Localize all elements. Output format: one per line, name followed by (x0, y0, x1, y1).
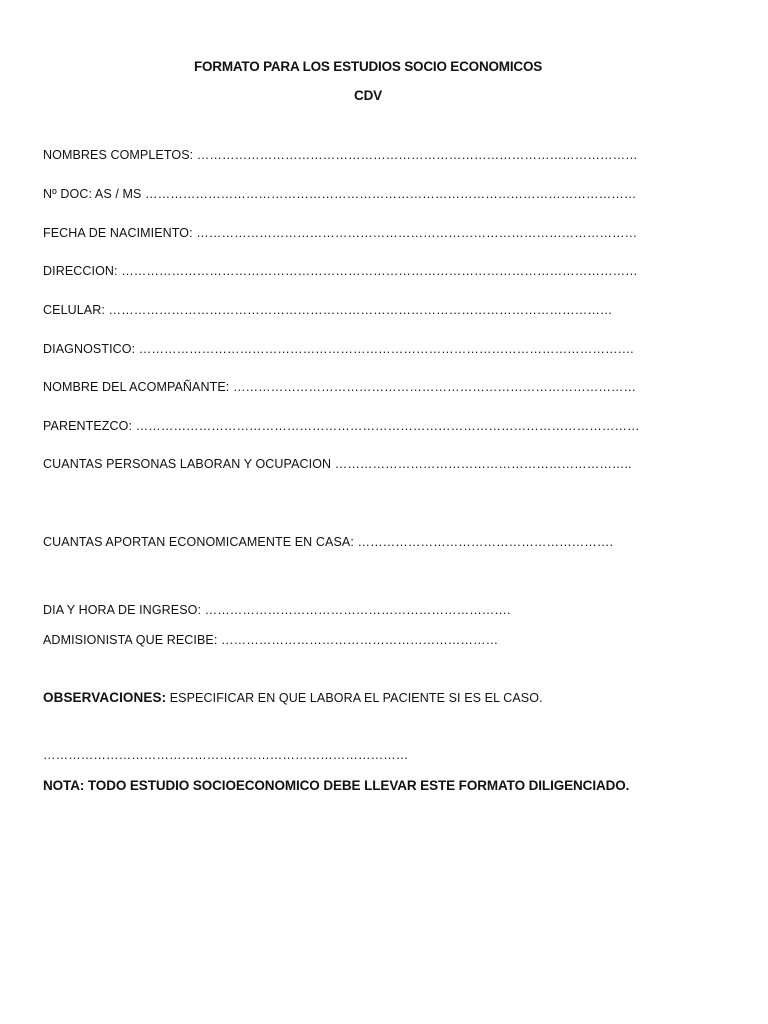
field-admisionista (43, 633, 498, 647)
field-label: CUANTAS PERSONAS LABORAN Y OCUPACION (43, 457, 335, 471)
field-direccion (43, 264, 638, 278)
field-parentezco (43, 419, 640, 433)
page-subtitle: CDV (354, 88, 382, 103)
field-dia-hora-ingreso (43, 603, 511, 617)
observaciones-dots: …………………………………………………………………………… (43, 748, 409, 762)
field-numero-documento (43, 187, 636, 201)
field-label: Nº DOC: AS / MS (43, 187, 146, 201)
field-nombre-acompanante (43, 380, 636, 394)
nota-text: NOTA: TODO ESTUDIO SOCIOECONOMICO DEBE LLEVAR ESTE FORMATO DILIGENCIADO. (43, 778, 630, 793)
field-dots: ………………………………………………………………. (204, 603, 511, 617)
field-nombres-completos (43, 148, 638, 162)
field-aportan-economicamente (43, 535, 613, 549)
observaciones-text: ESPECIFICAR EN QUE LABORA EL PACIENTE SI ES EL CASO. (166, 691, 543, 705)
field-label: CELULAR: (43, 303, 109, 317)
observaciones-section (43, 690, 543, 705)
field-label: CUANTAS APORTAN ECONOMICAMENTE EN CASA: (43, 535, 358, 549)
page-title: FORMATO PARA LOS ESTUDIOS SOCIO ECONOMICOS (193, 59, 543, 74)
field-dots: …………………………………………………………………………………………………………… (121, 264, 638, 278)
field-label: DIAGNOSTICO: (43, 342, 139, 356)
field-label: NOMBRES COMPLETOS: (43, 148, 197, 162)
field-dots: ………………………………………………………… (221, 633, 499, 647)
field-dots: …………………………………………………………………………………………… (196, 148, 638, 162)
field-dots: ……………………………………………………………………………………………………… (145, 187, 637, 201)
field-label: ADMISIONISTA QUE RECIBE: (43, 633, 221, 647)
field-diagnostico (43, 342, 634, 356)
field-label: PARENTEZCO: (43, 419, 136, 433)
field-dots: ………………………………………………………………………………………………………… (108, 303, 613, 317)
field-label: DIA Y HORA DE INGRESO: (43, 603, 205, 617)
field-dots: …………………………………………………………………………………………… (196, 226, 638, 240)
field-label: NOMBRE DEL ACOMPAÑANTE: (43, 380, 233, 394)
field-dots: ………………………………………………………………………………………………………. (138, 342, 634, 356)
field-label: FECHA DE NACIMIENTO: (43, 226, 197, 240)
field-personas-laboran (43, 457, 632, 471)
field-dots: ………………………………………………………………………………………………………… (135, 419, 640, 433)
observaciones-label: OBSERVACIONES: (43, 690, 167, 705)
field-label: DIRECCION: (43, 264, 122, 278)
field-dots: …………………………………………………………………………………… (232, 380, 637, 394)
field-celular (43, 303, 613, 317)
field-dots: …………………………………………………………….. (334, 457, 632, 471)
field-fecha-nacimiento (43, 226, 637, 240)
field-dots: ……………………………………………………. (357, 535, 614, 549)
